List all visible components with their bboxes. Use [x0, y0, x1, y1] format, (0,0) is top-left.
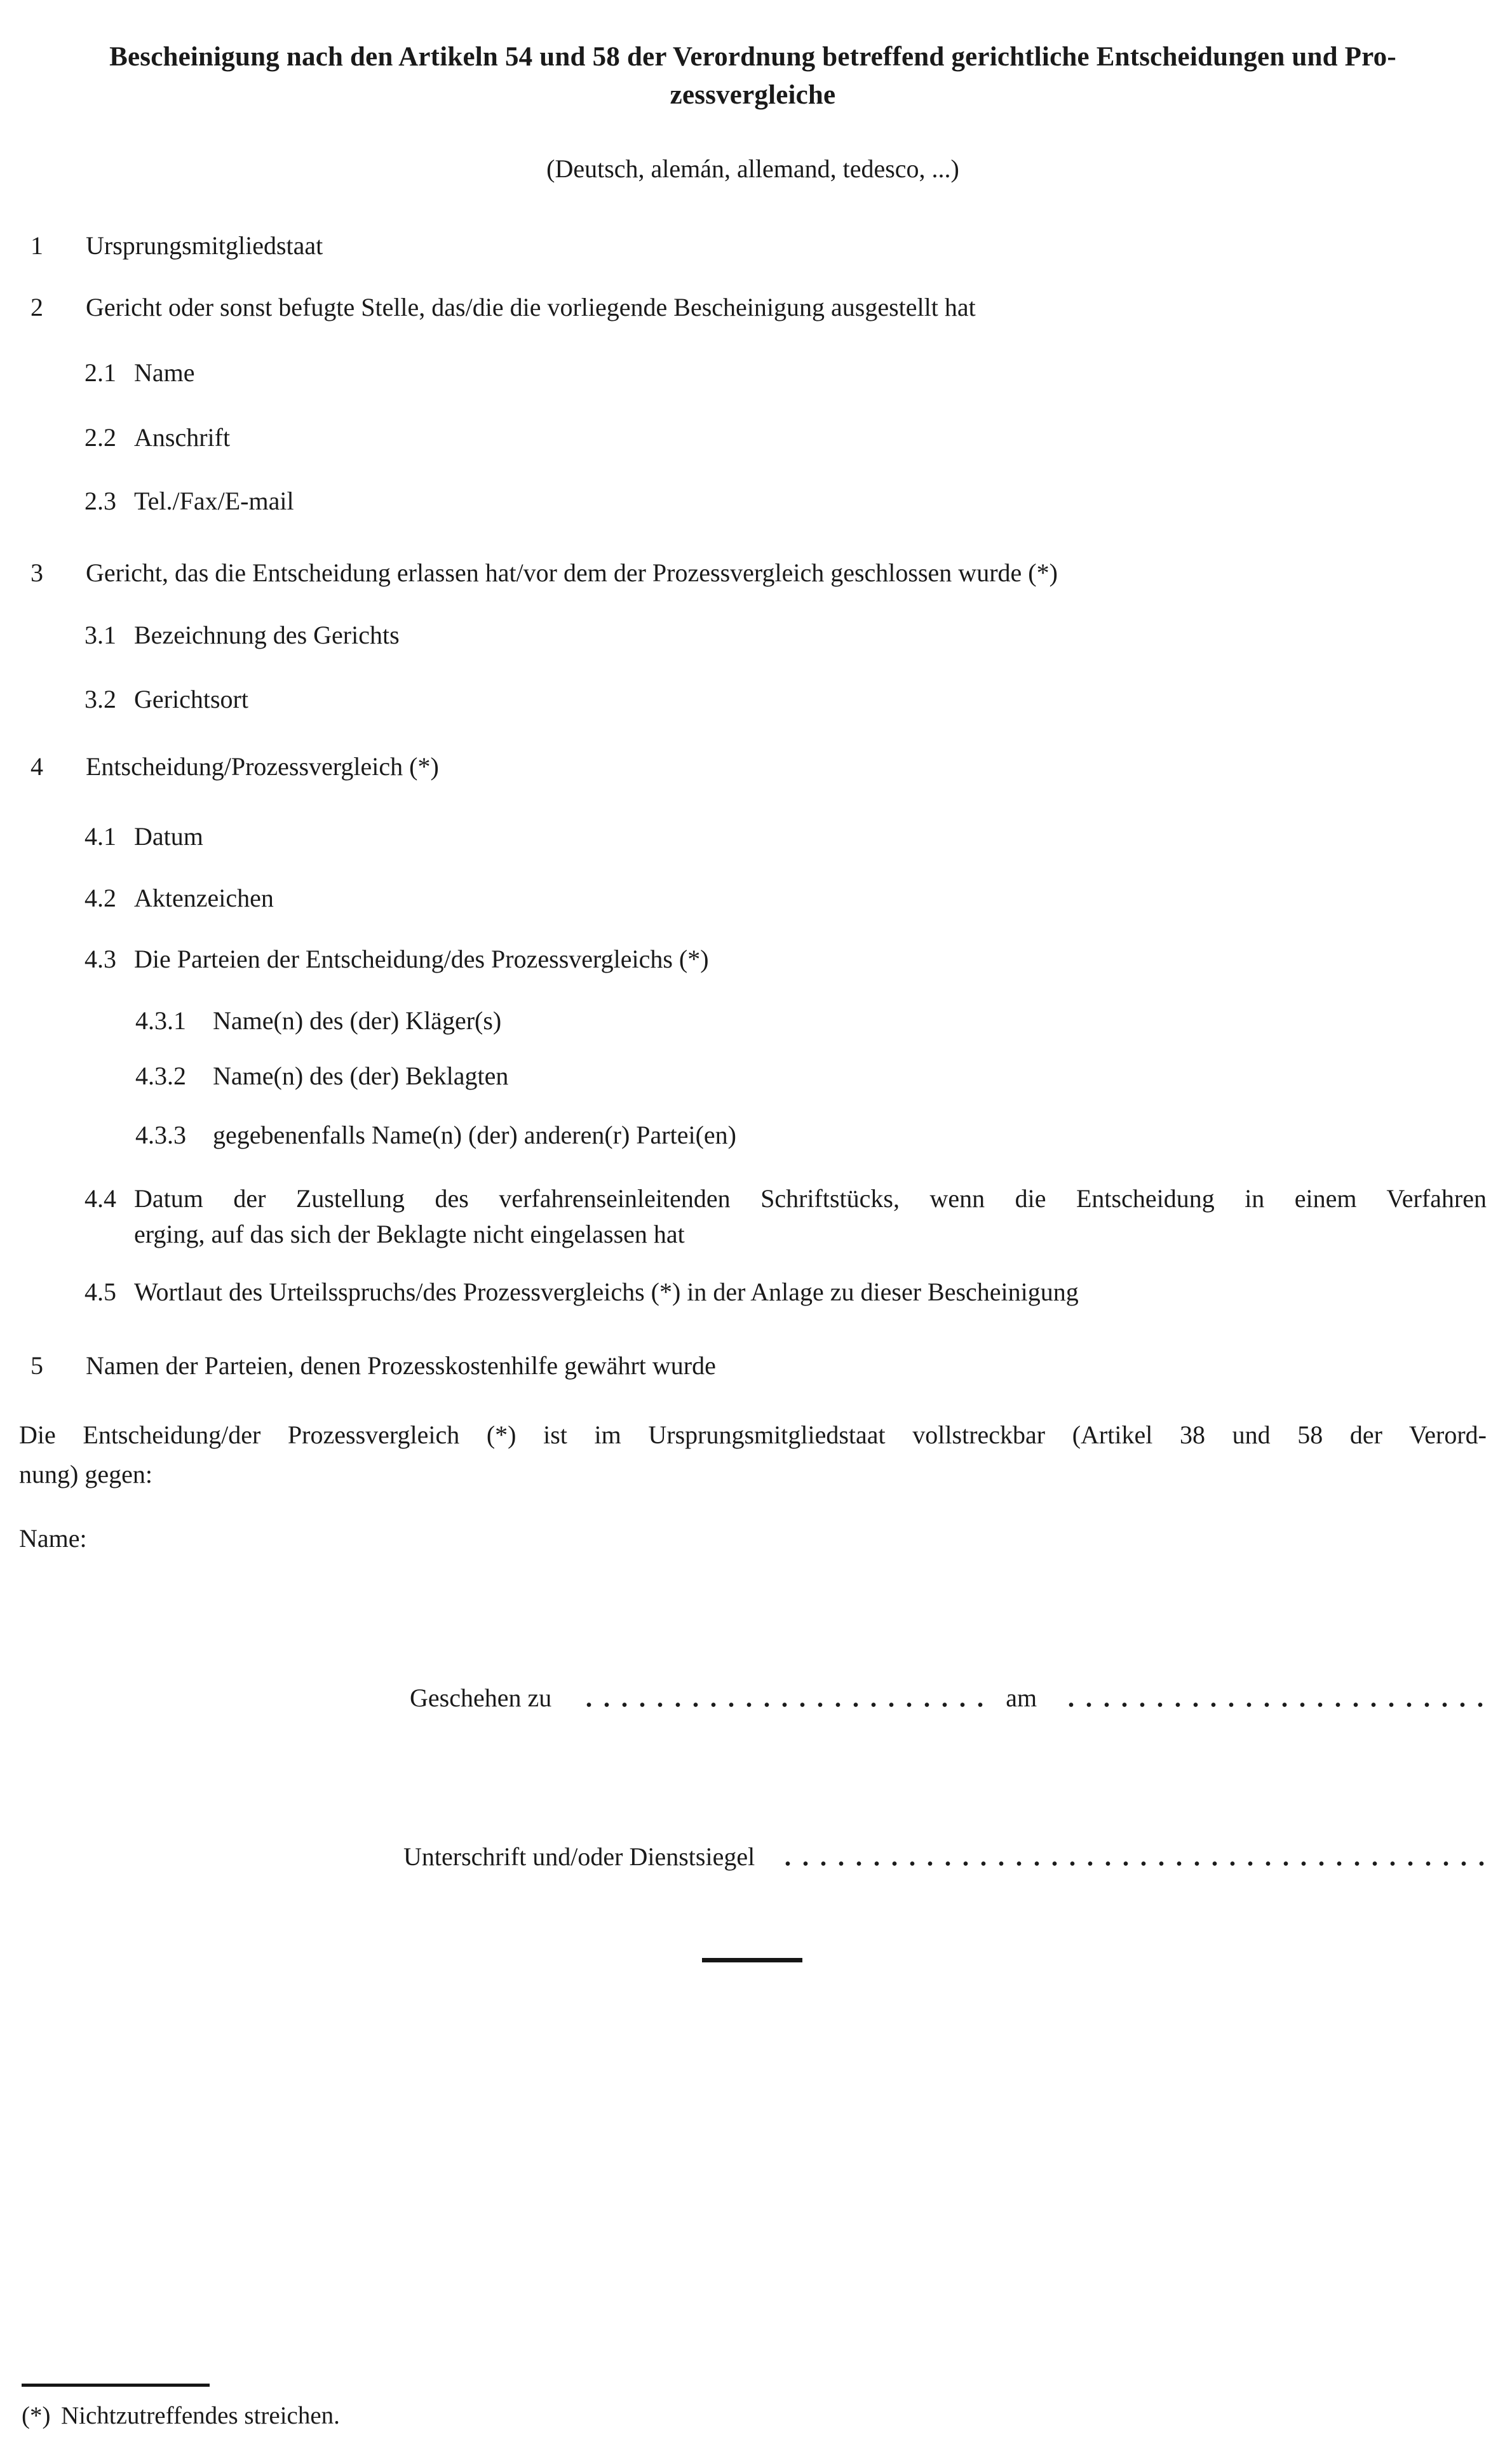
- item-4-3-1: [135, 1005, 501, 1037]
- enforceability-paragraph: [19, 1415, 1487, 1494]
- item-text-line-2: erging, auf das sich der Beklagte nicht eingelassen hat: [134, 1220, 685, 1248]
- title-line-1: Bescheinigung nach den Artikeln 54 und 58 der Verordnung betreffend gerichtliche Entscheidungen und Pro-: [109, 42, 1396, 72]
- item-text: Anschrift: [134, 423, 231, 452]
- item-2-1: [84, 357, 195, 389]
- footnote-text: Nichtzutreffendes streichen.: [61, 2402, 340, 2429]
- item-text: Gericht, das die Entscheidung erlassen hat/vor dem der Prozessvergleich geschlossen wurde (*): [86, 558, 1058, 587]
- item-4-4: [84, 1181, 1487, 1252]
- done-at-row: [410, 1682, 1487, 1714]
- item-1: [30, 230, 323, 262]
- item-number: 4.3.1: [135, 1006, 186, 1035]
- item-number: 2: [30, 293, 43, 321]
- item-3-2: [84, 684, 248, 715]
- item-text: Entscheidung/Prozessvergleich (*): [86, 752, 439, 781]
- date-dotted-line: [1062, 1702, 1487, 1708]
- item-text: Gericht oder sonst befugte Stelle, das/die die vorliegende Bescheinigung ausgestellt hat: [86, 293, 976, 321]
- item-4: [30, 751, 439, 783]
- item-text: Bezeichnung des Gerichts: [134, 621, 400, 649]
- item-text: Wortlaut des Urteilsspruchs/des Prozessvergleichs (*) in der Anlage zu dieser Bescheinigung: [134, 1278, 1079, 1306]
- item-number: 5: [30, 1351, 43, 1380]
- item-3-1: [84, 619, 400, 651]
- footnote-rule: [22, 2384, 210, 2387]
- item-number: 4.3.3: [135, 1121, 186, 1149]
- item-4-2: [84, 882, 274, 914]
- done-at-label: Geschehen zu: [410, 1683, 552, 1712]
- item-number: 3.1: [84, 621, 116, 649]
- language-subtitle: (Deutsch, alemán, allemand, tedesco, ...): [546, 154, 959, 183]
- item-text: Name(n) des (der) Kläger(s): [213, 1006, 502, 1035]
- item-2-2: [84, 422, 230, 454]
- paragraph-line-2: nung) gegen:: [19, 1460, 152, 1488]
- item-4-3: [84, 943, 709, 975]
- separator-line: [702, 1958, 802, 1962]
- item-number: 4.3: [84, 945, 116, 973]
- item-text: Name(n) des (der) Beklagten: [213, 1062, 509, 1090]
- footnote: [22, 2400, 340, 2432]
- item-text: Die Parteien der Entscheidung/des Prozessvergleichs (*): [134, 945, 709, 973]
- item-text: Aktenzeichen: [134, 884, 274, 912]
- signature-row: [403, 1841, 1487, 1873]
- title-line-2: zessvergleiche: [670, 80, 836, 110]
- item-text: Gerichtsort: [134, 685, 248, 713]
- footnote-marker: (*): [22, 2402, 51, 2429]
- item-3: [30, 557, 1058, 589]
- item-text: gegebenenfalls Name(n) (der) anderen(r) Partei(en): [213, 1121, 736, 1149]
- item-number: 3.2: [84, 685, 116, 713]
- item-number: 4.3.2: [135, 1062, 186, 1090]
- paragraph-line-1: Die Entscheidung/der Prozessvergleich (*) ist im Ursprungsmitgliedstaat vollstreckbar (Artikel 38 und 58 der Verord-: [19, 1420, 1487, 1449]
- item-text: Ursprungsmitgliedstaat: [86, 231, 323, 260]
- item-number: 4.1: [84, 822, 116, 851]
- item-number: 2.3: [84, 487, 116, 515]
- document-title: [19, 38, 1487, 114]
- item-number: 1: [30, 231, 43, 260]
- am-label: am: [1006, 1683, 1037, 1712]
- item-text-line-1: Datum der Zustellung des verfahrenseinleitenden Schriftstücks, wenn die Entscheidung in einem Verfahren: [134, 1184, 1487, 1213]
- item-number: 2.2: [84, 423, 116, 452]
- item-number: 3: [30, 558, 43, 587]
- item-number: 4: [30, 752, 43, 781]
- item-text: Tel./Fax/E-mail: [134, 487, 294, 515]
- item-4-3-3: [135, 1119, 736, 1151]
- item-5: [30, 1350, 716, 1382]
- item-number: 4.5: [84, 1278, 116, 1306]
- signature-dotted-line: [779, 1861, 1487, 1866]
- item-text: Name: [134, 358, 195, 387]
- item-2-3: [84, 485, 294, 517]
- item-2: [30, 292, 976, 323]
- item-number: 4.2: [84, 884, 116, 912]
- signature-label: Unterschrift und/oder Dienstsiegel: [403, 1842, 755, 1871]
- name-label: Name:: [19, 1524, 87, 1553]
- item-4-5: [84, 1276, 1079, 1308]
- item-4-1: [84, 821, 203, 853]
- item-4-3-2: [135, 1060, 508, 1092]
- item-number: 4.4: [84, 1184, 116, 1213]
- item-text: Namen der Parteien, denen Prozesskostenhilfe gewährt wurde: [86, 1351, 716, 1380]
- item-number: 2.1: [84, 358, 116, 387]
- place-dotted-line: [580, 1702, 990, 1708]
- item-text: [134, 1181, 1487, 1252]
- item-text: Datum: [134, 822, 203, 851]
